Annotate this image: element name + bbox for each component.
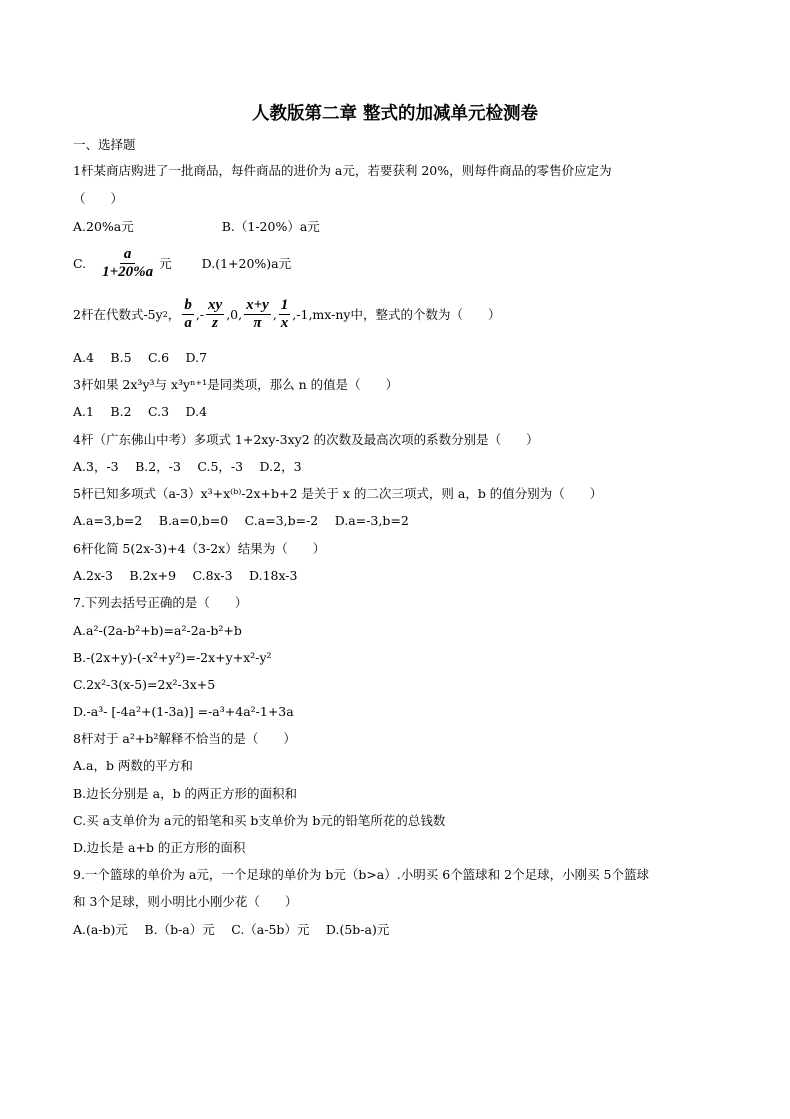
- fraction-denominator: a: [184, 315, 192, 331]
- q2-fraction-xy-over-z: [206, 297, 224, 332]
- q7-option-d: D.-a³- [-4a²+(1-3a)] =-a³+4a²-1+3a: [73, 704, 294, 719]
- q1-paren: （ ）: [73, 191, 124, 206]
- fraction-numerator: x+y: [246, 297, 269, 313]
- q2-fraction-xplusy-over-pi: [244, 297, 271, 332]
- q9-stem-line2: 和 3个足球，则小明比小刚少花（ ）: [73, 894, 298, 909]
- q4-options: A.3，-3 B.2，-3 C.5，-3 D.2，3: [73, 459, 302, 474]
- q2-separator: ,: [272, 306, 277, 322]
- q1-option-c-fraction: [98, 246, 157, 281]
- fraction-denominator: π: [253, 315, 262, 331]
- fraction-numerator: b: [184, 297, 192, 313]
- q7-option-b: B.-(2x+y)-(-x²+y²)=-2x+y+x²-y²: [73, 650, 272, 665]
- q7-option-a: A.a²-(2a-b²+b)=a²-2a-b²+b: [73, 623, 242, 638]
- q1-stem: 1杆某商店购进了一批商品，每件商品的进价为 a元，若要获利 20%，则每件商品的零售价应定为: [73, 163, 612, 178]
- q8-option-d: D.边长是 a+b 的正方形的面积: [73, 840, 246, 855]
- q1-options-cd: [73, 246, 291, 281]
- q2-stem: 2杆在代数式-5y 2 ， $\frac{b}{a}$ ,- $\frac{xy}{z}$ ,0, $\frac{x+y}{\pi}$ , $\frac{1}{x}$ ,-1,mx-ny中，整式的个数为（ ）: [73, 297, 501, 331]
- q1-options-ab: [73, 219, 320, 235]
- q6-stem: 6杆化简 5(2x-3)+4（3-2x）结果为（ ）: [73, 541, 326, 556]
- page-title: 人教版第二章 整式的加减单元检测卷: [251, 104, 539, 124]
- q1-option-d: D.(1+20%)a元: [201, 255, 292, 271]
- q2-separator: ,-: [195, 306, 205, 322]
- q7-option-c: C.2x²-3(x-5)=2x²-3x+5: [73, 677, 216, 692]
- section-heading: 一、选择题: [73, 137, 136, 152]
- q4-stem: 4杆（广东佛山中考）多项式 1+2xy-3xy2 的次数及最高次项的系数分别是（ ）: [73, 432, 539, 447]
- fraction-numerator: 1: [280, 297, 289, 313]
- fraction-denominator: 1+20%a: [102, 264, 154, 280]
- q9-options: A.(a-b)元 B.（b-a）元 C.（a-5b）元 D.(5b-a)元: [73, 922, 390, 937]
- q3-stem: 3杆如果 2x³y³与 x³yⁿ⁺¹是同类项，那么 n 的值是（ ）: [73, 377, 399, 392]
- q2-separator: ，: [167, 306, 181, 322]
- q8-option-a: A.a，b 两数的平方和: [73, 758, 193, 773]
- q2-fraction-1-over-x: [279, 297, 291, 332]
- q5-options: A.a=3,b=2 B.a=0,b=0 C.a=3,b=-2 D.a=-3,b=2: [73, 513, 409, 528]
- q2-suffix: ,-1,mx-ny中，整式的个数为（ ）: [292, 306, 501, 322]
- q5-stem: 5杆已知多项式（a-3）x³+x⁽ᵇ⁾-2x+b+2 是关于 x 的二次三项式，则 a，b 的值分别为（ ）: [73, 486, 603, 501]
- q2-options: A.4 B.5 C.6 D.7: [73, 350, 208, 365]
- q1-option-a: A.20%a元: [73, 219, 134, 234]
- fraction-denominator: x: [280, 315, 289, 331]
- fraction-numerator: a: [120, 246, 136, 264]
- fraction-denominator: z: [212, 315, 219, 331]
- q1-option-c-label: C.: [73, 255, 87, 271]
- q8-option-c: C.买 a支单价为 a元的铅笔和买 b支单价为 b元的铅笔所花的总钱数: [73, 813, 446, 828]
- q6-options: A.2x-3 B.2x+9 C.8x-3 D.18x-3: [73, 568, 298, 583]
- fraction-numerator: xy: [208, 297, 223, 313]
- q2-separator: ,0,: [226, 306, 243, 322]
- q1-option-b: B.（1-20%）a元: [221, 219, 320, 234]
- q2-fraction-b-over-a: [182, 297, 194, 332]
- q8-stem: 8杆对于 a²+b²解释不恰当的是（ ）: [73, 731, 296, 746]
- q8-option-b: B.边长分别是 a，b 的两正方形的面积和: [73, 786, 298, 801]
- q2-prefix: 2杆在代数式-5y: [73, 306, 163, 322]
- q7-stem: 7.下列去括号正确的是（ ）: [73, 595, 248, 610]
- q1-option-c-unit: 元: [159, 255, 172, 271]
- q3-options: A.1 B.2 C.3 D.4: [73, 404, 208, 419]
- q9-stem-line1: 9.一个篮球的单价为 a元，一个足球的单价为 b元（b>a）.小明买 6个篮球和 2个足球，小刚买 5个篮球: [73, 867, 650, 882]
